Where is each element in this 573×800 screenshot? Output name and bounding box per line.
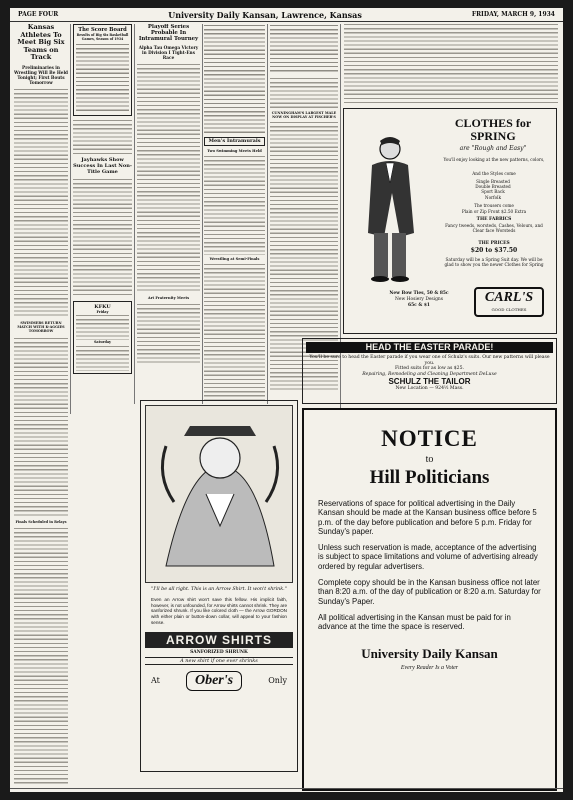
standings-tables: [270, 24, 338, 74]
newspaper-page: [10, 8, 563, 792]
cartoon-illustration: [145, 405, 293, 583]
notice-subtitle: Hill Politicians: [369, 467, 490, 488]
clothes-line1: You'll enjoy looking at the new patterns, colors,: [443, 157, 545, 162]
clothes-footer: Saturday will be a Spring Suit day. We will be glad to show you the newer Clothes for Spring: [444, 257, 544, 268]
lead-deck: Preliminaries in Wrestling Will Be Held Tonight; First Bouts Tomorrow: [14, 64, 68, 85]
easter-parade-ad: [302, 338, 557, 404]
easter-line2: Fitted suits for as low as $25.: [394, 366, 464, 372]
page-number: PAGE FOUR: [18, 11, 59, 18]
arrow-brand: ARROW SHIRTS: [145, 632, 293, 648]
article-body-text: [14, 88, 68, 318]
issue-date: FRIDAY, MARCH 9, 1934: [471, 11, 555, 18]
column-rule: [267, 24, 268, 404]
arrow-body: Even an Arrow shirt won't save this fellow. His implicit faith, however, is not unfounded, for Arrow shirts cannot shrink. They are sanforized shrunk. If you like colored cloth — the Arrow GORDON with either plain or button-down collar, will appeal to your fashion sense.: [151, 596, 288, 625]
article-body-text: [137, 63, 200, 293]
prices-value: $20 to $37.50: [470, 247, 518, 254]
relays-subhead: Finals Scheduled in Relays: [15, 519, 67, 524]
column-1: [14, 24, 68, 784]
style-item: Double Breasted: [475, 184, 511, 190]
column-4: [204, 24, 265, 404]
notice-paragraph-2: Unless such reservation is made, acceptance of the advertising is subject to space limitations and volume of advertising already ordered by regular advertisers.: [318, 543, 538, 571]
kfku-schedule: [76, 345, 129, 371]
playoff-headline: Playoff Series Probable In Intramural Tourney: [138, 24, 199, 43]
arrow-slogan: A new shirt if one ever shrinks: [145, 657, 293, 665]
playoff-deck: Alpha Tau Omega Victory in Division I Tight-Ens Race: [138, 44, 199, 60]
style-item: Single Breasted: [476, 179, 510, 184]
notice-box: [302, 408, 557, 791]
carls-logo: [474, 287, 544, 317]
column-3: [137, 24, 200, 404]
article-body-text: [73, 119, 132, 155]
kfku-title: KFKU: [94, 304, 111, 311]
kfku-schedule: [76, 314, 129, 340]
clothes-for-spring-ad: [343, 108, 557, 334]
kfku-friday: Friday: [96, 310, 109, 315]
notice-paragraph-3: Complete copy should be in the Kansan business office not later than 8:20 a.m. of the day of publication or 8:20 a.m. Saturday for Sunday's Paper.: [318, 578, 541, 606]
column-rule: [202, 24, 203, 404]
article-body-text: [137, 303, 200, 363]
swimming-subhead: Two Swimming Meets Held: [207, 149, 262, 153]
standings-tables: [204, 24, 265, 134]
bottom-border: [10, 788, 563, 789]
kfku-saturday: Saturday: [93, 340, 111, 345]
notice-to: to: [425, 454, 434, 465]
clothes-line3: The trousers come: [474, 203, 514, 208]
column-rule: [134, 24, 135, 404]
cunningham-ad-text: CUNNINGHAM'S LARGEST MALE NOW ON DISPLAY AT FISCHER'S: [271, 111, 337, 120]
style-item: Norfolk: [484, 194, 502, 200]
obers-logo: Ober's: [186, 671, 242, 691]
easter-title: HEAD THE EASTER PARADE!: [306, 342, 553, 353]
at-label: At: [151, 676, 160, 686]
style-item: Sport Back: [481, 189, 505, 195]
top-text: [344, 23, 558, 103]
arrow-sub: SANFORIZED SHRUNK: [190, 649, 248, 655]
brand-name: CARL'S: [484, 290, 534, 305]
notice-paragraph-4: All political advertising in the Kansan must be paid for in advance at the time the space is reserved.: [318, 612, 511, 632]
clothes-line2: And the Styles come: [472, 171, 516, 176]
article-body-text: [204, 263, 265, 403]
clothes-title: CLOTHES for SPRING: [454, 116, 532, 143]
hose-text: New Hosiery Designs: [395, 297, 443, 302]
notice-publication: University Daily Kansan: [361, 645, 498, 661]
brand-sub: GOOD CLOTHES: [491, 307, 527, 312]
clothes-line4: Plain or Zip Front $2.50 Extra: [461, 209, 527, 214]
fabrics-list: Fancy tweeds, worsteds, Cashes, Velours, and Clear face Worsteds: [445, 223, 543, 234]
score-board-box: [73, 24, 132, 116]
column-2: [73, 24, 132, 404]
wrestling-subhead: Wrestling at Semi-Finals: [209, 257, 260, 262]
notice-paragraph-1: Reservations of space for political advertising in the Daily Kansan should be made at the Kansan business office before 5 p.m. of the day before publication and before 5 p.m. Friday for Sunday's paper.: [318, 499, 537, 536]
notice-motto: Every Reader Is a Voter: [400, 664, 459, 671]
hose-price: 65c & $1: [408, 303, 430, 308]
arrow-caption: "I'll be all right. This is an Arrow Shirt. It won't shrink.": [151, 587, 287, 592]
arrow-shirts-ad: [140, 400, 298, 772]
jayhawks-headline: Jayhawks Show Success In Last Non-Title Game: [73, 157, 132, 175]
tie-text: New Bow Ties, 50 & 85c: [389, 291, 449, 296]
paper-title: University Daily Kansan, Lawrence, Kansas: [168, 9, 362, 20]
kfku-box: [73, 301, 132, 373]
score-table: [76, 43, 129, 113]
notice-title: NOTICE: [381, 426, 478, 451]
article-body-text: [73, 178, 132, 298]
article-body-text: [204, 155, 265, 255]
fabrics-title: THE FABRICS: [476, 217, 512, 222]
article-body-text: [14, 337, 68, 517]
art-fraternity-title: Art Fraternity Meets: [147, 295, 190, 300]
score-board-title: The Score Board: [78, 27, 127, 33]
score-board-subtitle: Results of Big Six Basketball Games, Season of 1934: [76, 33, 129, 41]
column-rule: [70, 24, 71, 414]
prices-title: THE PRICES: [478, 241, 510, 246]
article-body-text: [270, 77, 338, 109]
clothes-tagline: are "Rough and Easy": [459, 145, 527, 152]
easter-line3: Repairing, Remodeling and Cleaning Department DeLuxe: [362, 371, 497, 377]
man-illustration: [352, 133, 430, 283]
mens-intramurals-header: Men's Intramurals: [204, 137, 265, 146]
article-body-text: [14, 527, 68, 784]
clothes-styles: [448, 179, 538, 200]
only-label: Only: [268, 676, 287, 686]
swim-subhead: SWIMMERS RETURN MATCH WITH K-AGGIES TOMORROW: [17, 320, 65, 334]
lead-headline: Kansas Athletes To Meet Big Six Teams on Track: [17, 24, 65, 62]
easter-address: New Location — 924½ Mass.: [395, 386, 464, 392]
masthead: [10, 8, 563, 22]
easter-name: SCHULZ THE TAILOR: [388, 377, 471, 387]
easter-line1: You'll be sure to head the Easter parade if you wear one of Schulz's suits. Our new patterns will please you.: [309, 355, 550, 366]
obers-row: [145, 671, 293, 691]
